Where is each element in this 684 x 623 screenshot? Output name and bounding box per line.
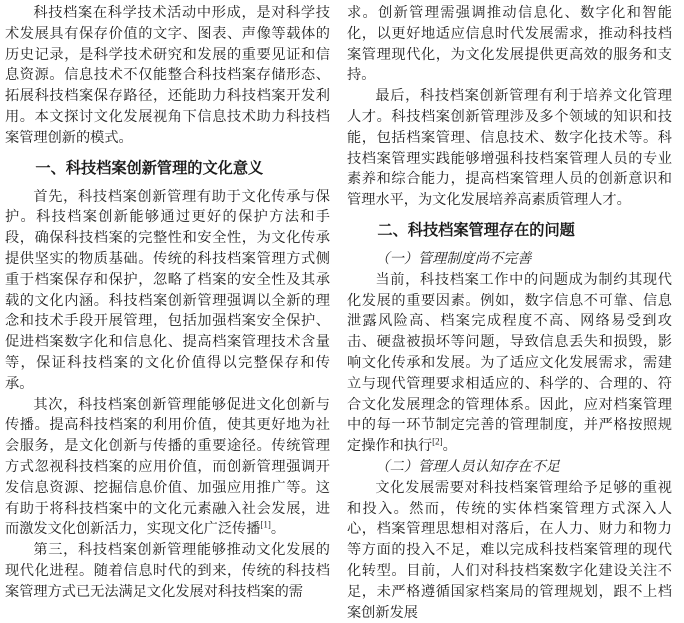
paragraph-text: 。 xyxy=(270,521,286,538)
paragraph-text: 第三，科技档案创新管理能够推动文化发展的现代化进程。随着信息时代的到来，传统的科技档案管理方式已无法满足文化发展对科技档案的需 xyxy=(5,542,330,600)
paragraph xyxy=(347,270,672,457)
paragraph-text: 当前，科技档案工作中的问题成为制约其现代化发展的重要因素。例如，数字信息不可靠、信息泄露风险高、档案完成程度不高、网络易受到攻击、硬盘被损坏等问题，导致信息丢失和损毁，影响文化传承和发展。为了适应文化发展需求，需建立与现代管理要求相适应的、科学的、合理的、符合文化发展理念的管理体系。因此，应对档案管理中的每一环节制定完善的管理制度，并严格按照规定操作和执行 xyxy=(347,271,672,455)
paragraph-text: 二、科技档案管理存在的问题 xyxy=(377,221,575,239)
paragraph xyxy=(5,3,330,149)
right-column xyxy=(347,3,672,621)
paragraph-text: 求。创新管理需强调推动信息化、数字化和智能化，以更好地适应信息时代发展需求，推动科技档案管理现代化，为文化发展提供更高效的服务和支持。 xyxy=(347,5,672,84)
paragraph-text: 文化发展需要对科技档案管理给予足够的重视和投入。然而，传统的实体档案管理方式深入人心，档案管理思想相对落后，在人力、财力和物力等方面的投入不足，难以完成科技档案管理的现代化转型。目前，人们对科技档案数字化建设关注不足，未严格遵循国家档案局的管理规划，跟不上档案创新发展 xyxy=(347,479,672,621)
section-heading xyxy=(347,220,672,242)
paragraph-text: （二）管理人员认知存在不足 xyxy=(375,458,560,475)
left-column xyxy=(5,3,330,600)
citation-ref: [2] xyxy=(432,436,443,447)
paragraph-text: 一、科技档案创新管理的文化意义 xyxy=(35,159,264,177)
paragraph-text: 科技档案在科学技术活动中形成，是对科学技术发展具有保存价值的文字、图表、声像等载体的历史记录，是科学技术研究和发展的重要见证和信息资源。信息技术不仅能整合科技档案存储形态、拓展科技档案保存路径，还能助力科技档案开发利用。本文探讨文化发展视角下信息技术助力科技档案管理创新的模式。 xyxy=(5,5,330,146)
paragraph xyxy=(5,187,330,395)
paragraph-text: 首先，科技档案创新管理有助于文化传承与保护。科技档案创新能够通过更好的保护方法和手段，确保科技档案的完整性和安全性，为文化传承提供坚实的物质基础。传统的科技档案管理方式侧重于档案保存和保护，忽略了档案的安全性及其承载的文化内涵。科技档案创新管理强调以全新的理念和技术手段开展管理，包括加强档案安全保护、促进档案数字化和信息化、提高档案管理技术含量等，保证科技档案的文化价值得以完整保存和传承。 xyxy=(5,188,330,392)
paragraph xyxy=(347,478,672,623)
citation-ref: [1] xyxy=(260,519,271,530)
paragraph-text: 。 xyxy=(442,438,457,455)
paragraph-text: 其次，科技档案创新管理能够促进文化创新与传播。提高科技档案的利用价值，使其更好地为社会服务，是文化创新与传播的重要途径。传统管理方式忽视科技档案的应用价值，而创新管理强调开发信息资源、挖掘信息价值、加强应用推广等。这有助于将科技档案中的文化元素融入社会发展，进而激发文化创新活力，实现文化广泛传播 xyxy=(5,396,330,538)
paragraph xyxy=(347,3,672,86)
subsection-heading xyxy=(347,457,672,478)
paragraph xyxy=(5,540,330,602)
paragraph xyxy=(5,395,330,541)
paragraph-text: 最后，科技档案创新管理有利于培养文化管理人才。科技档案创新管理涉及多个领域的知识和技能，包括档案管理、信息技术、数字化技术等。科技档案管理实践能够增强科技档案管理人员的专业素养和综合能力，提高档案管理人员的创新意识和管理水平，为文化发展培养高素质管理人才。 xyxy=(347,88,672,209)
subsection-heading xyxy=(347,249,672,270)
paragraph xyxy=(347,86,672,211)
paragraph-text: （一）管理制度尚不完善 xyxy=(375,250,532,267)
section-heading xyxy=(5,158,330,180)
